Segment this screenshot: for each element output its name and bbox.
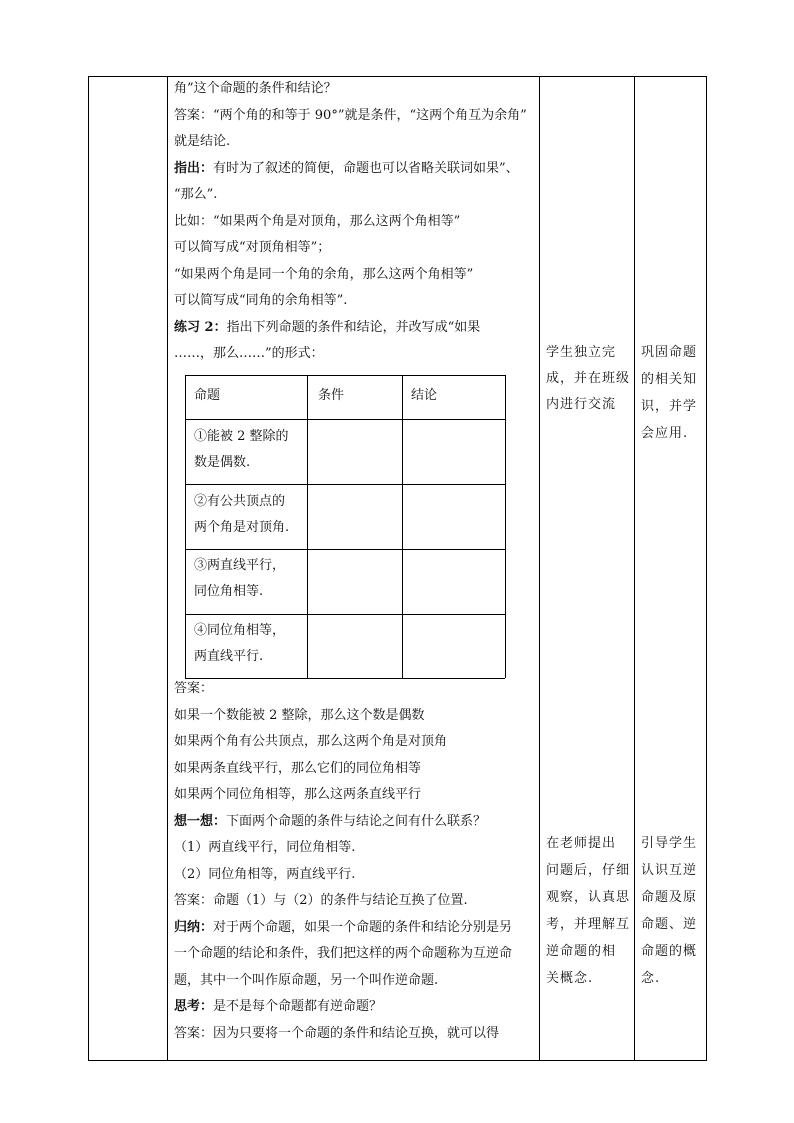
content-text: “那么”.	[174, 187, 218, 202]
table-header-condition: 条件	[318, 388, 345, 403]
content-line	[174, 133, 230, 151]
student-activity-text: 考，并理解互	[546, 917, 631, 932]
section-label: 练习 2：	[174, 320, 227, 335]
section-label: 想一想：	[174, 813, 227, 829]
student-activity-text: 逆命题的相	[546, 944, 617, 959]
content-text: 如果一个数能被 2 整除，那么这个数是偶数	[174, 707, 425, 723]
section-label: 归纳：	[174, 919, 214, 935]
table-row-2-line-2: 两个角是对顶角.	[194, 520, 290, 535]
design-purpose-text: 念.	[641, 971, 661, 986]
exercise-table-border	[185, 614, 505, 615]
design-purpose-text: 命题、逆	[641, 917, 698, 932]
design-purpose-text: 引导学生	[641, 836, 698, 851]
content-text: （1）两直线平行，同位角相等.	[174, 840, 356, 855]
section-label: 思考：	[174, 999, 214, 1014]
table-row-1-line-1: ①能被 2 整除的	[194, 429, 289, 444]
content-text: 答案：	[174, 681, 214, 696]
outer-table-left-border	[88, 76, 89, 1060]
design-purpose-text: 的相关知	[641, 372, 698, 387]
content-text: 可以简写成“同角的余角相等”.	[174, 293, 348, 308]
section-label: 指出：	[174, 161, 214, 176]
table-header-proposition: 命题	[194, 388, 221, 403]
content-line	[174, 1025, 499, 1043]
content-text: 如果两个角有公共顶点，那么这两个角是对顶角	[174, 734, 448, 749]
content-line	[174, 813, 486, 831]
content-line	[174, 239, 330, 257]
student-activity-text: 内进行交流	[546, 397, 617, 412]
exercise-table-border	[185, 419, 505, 420]
content-line	[174, 892, 468, 910]
design-purpose-text: 命题的概	[641, 944, 698, 959]
content-line	[174, 945, 512, 963]
content-line	[174, 186, 217, 204]
outer-table-col-divider-3	[634, 76, 635, 1060]
exercise-table-border	[185, 375, 505, 376]
content-text: 可以简写成“对顶角相等”；	[174, 240, 331, 255]
content-line	[174, 733, 447, 751]
content-text: 比如：“如果两个角是对顶角，那么这两个角相等”	[174, 214, 461, 229]
table-row-3-line-2: 同位角相等.	[194, 584, 264, 599]
content-text: （2）同位角相等，两直线平行.	[174, 866, 356, 882]
outer-table-col-divider-2	[539, 76, 540, 1060]
content-line	[174, 866, 355, 884]
content-line	[174, 839, 355, 857]
design-purpose-text: 巩固命题	[641, 345, 698, 360]
content-text: 如果两条直线平行，那么它们的同位角相等	[174, 760, 422, 776]
design-purpose-text: 命题及原	[641, 890, 698, 905]
content-line	[174, 266, 473, 284]
content-line	[174, 160, 519, 178]
content-text: 题，其中一个叫作原命题，另一个叫作逆命题.	[174, 972, 439, 988]
content-line	[174, 760, 421, 778]
content-text: 就是结论.	[174, 134, 231, 149]
content-text: 答案：命题（1）与（2）的条件与结论互换了位置.	[174, 893, 468, 908]
student-activity-text: 观察，认真思	[546, 890, 631, 905]
table-row-3-line-1: ③两直线平行，	[194, 558, 286, 573]
content-text: 下面两个命题的条件与结论之间有什么联系？	[226, 813, 487, 829]
table-row-4-line-1: ④同位角相等，	[194, 623, 286, 638]
outer-table-top-border	[88, 76, 707, 77]
exercise-table-border	[307, 375, 308, 678]
content-line	[174, 707, 425, 725]
content-line	[174, 292, 347, 310]
content-line	[174, 345, 324, 363]
outer-table-right-border	[706, 76, 707, 1060]
exercise-table-border	[505, 375, 506, 678]
content-text: 对于两个命题，如果一个命题的条件和结论分别是另	[213, 919, 513, 935]
content-line	[174, 213, 460, 231]
design-purpose-text: 认识互逆	[641, 863, 698, 878]
exercise-table-border	[185, 484, 505, 485]
design-purpose-text: 会应用.	[641, 426, 689, 441]
content-text: “如果两个角是同一个角的余角，那么这两个角相等”	[174, 267, 474, 282]
content-line	[174, 998, 382, 1016]
student-activity-text: 成，并在班级	[546, 371, 631, 386]
student-activity-text: 学生独立完	[546, 345, 617, 360]
exercise-table-border	[185, 549, 505, 550]
content-text: 角”这个命题的条件和结论？	[174, 81, 337, 96]
content-line	[174, 107, 527, 125]
content-text: 答案：因为只要将一个命题的条件和结论互换，就可以得	[174, 1025, 500, 1041]
content-text: 是不是每个命题都有逆命题？	[213, 999, 383, 1014]
content-text: 有时为了叙述的简便，命题也可以省略关联词如果”、	[213, 161, 519, 176]
table-row-4-line-2: 两直线平行.	[194, 649, 264, 664]
exercise-table-border	[402, 375, 403, 678]
outer-table-col-divider-1	[167, 76, 168, 1060]
content-text: 如果两个同位角相等，那么这两条直线平行	[174, 787, 422, 802]
content-line	[174, 786, 421, 804]
content-text: 答案：“两个角的和等于 90°”就是条件，“这两个角互为余角”	[174, 108, 527, 123]
student-activity-text: 在老师提出	[546, 836, 617, 851]
exercise-table-border	[185, 678, 505, 679]
content-line	[174, 972, 438, 990]
content-line	[174, 80, 337, 98]
content-line	[174, 680, 213, 698]
table-row-1-line-2: 数是偶数.	[194, 455, 251, 470]
content-line	[174, 319, 480, 337]
table-row-2-line-1: ②有公共顶点的	[194, 494, 286, 509]
outer-table-bottom-border	[88, 1060, 707, 1061]
content-text: 一个命题的结论和条件，我们把这样的两个命题称为互逆命	[174, 946, 513, 961]
student-activity-text: 关概念.	[546, 971, 594, 986]
content-text: 指出下列命题的条件和结论，并改写成“如果	[226, 320, 481, 335]
table-header-conclusion: 结论	[411, 388, 438, 403]
design-purpose-text: 识，并学	[641, 399, 698, 414]
content-text: ……，那么……”的形式：	[174, 346, 324, 361]
exercise-table-border	[185, 375, 186, 678]
content-line	[174, 919, 512, 937]
student-activity-text: 问题后，仔细	[546, 863, 631, 878]
